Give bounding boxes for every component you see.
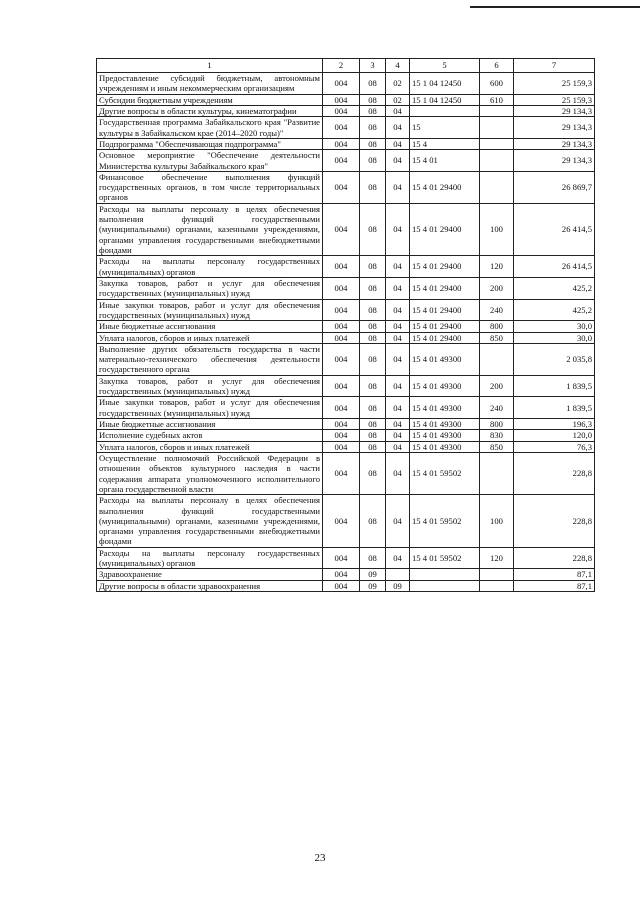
header-cell: 4 xyxy=(386,59,410,73)
header-cell: 2 xyxy=(323,59,360,73)
table-row xyxy=(97,332,595,343)
target-article-code: 15 4 01 49300 xyxy=(410,343,480,375)
subsection-code: 04 xyxy=(386,547,410,569)
subsection-code: 09 xyxy=(386,580,410,591)
target-article-code: 15 4 01 59502 xyxy=(410,452,480,494)
target-article-code: 15 4 01 29400 xyxy=(410,332,480,343)
section-code: 08 xyxy=(360,321,386,332)
grbs-code: 004 xyxy=(323,73,360,95)
expense-type-code: 610 xyxy=(480,94,514,105)
row-name: Другие вопросы в области культуры, кинематографии xyxy=(97,105,323,116)
row-name: Расходы на выплаты персоналу государственных (муниципальных) органов xyxy=(97,547,323,569)
expense-type-code xyxy=(480,105,514,116)
header-cell: 6 xyxy=(480,59,514,73)
expense-type-code: 200 xyxy=(480,277,514,299)
grbs-code: 004 xyxy=(323,441,360,452)
target-article-code: 15 4 01 29400 xyxy=(410,277,480,299)
header-cell: 7 xyxy=(514,59,595,73)
expense-type-code xyxy=(480,580,514,591)
expense-type-code xyxy=(480,343,514,375)
subsection-code: 04 xyxy=(386,430,410,441)
header-cell: 5 xyxy=(410,59,480,73)
target-article-code xyxy=(410,105,480,116)
section-code: 08 xyxy=(360,430,386,441)
grbs-code: 004 xyxy=(323,299,360,321)
amount: 425,2 xyxy=(514,299,595,321)
section-code: 08 xyxy=(360,171,386,203)
amount: 26 414,5 xyxy=(514,256,595,278)
table-row xyxy=(97,441,595,452)
expense-type-code: 120 xyxy=(480,256,514,278)
amount: 25 159,3 xyxy=(514,94,595,105)
table-row xyxy=(97,277,595,299)
row-name: Другие вопросы в области здравоохранения xyxy=(97,580,323,591)
grbs-code: 004 xyxy=(323,332,360,343)
section-code: 08 xyxy=(360,419,386,430)
header-row xyxy=(97,59,595,73)
target-article-code: 15 4 01 49300 xyxy=(410,441,480,452)
expense-type-code: 100 xyxy=(480,203,514,256)
amount: 26 414,5 xyxy=(514,203,595,256)
subsection-code: 04 xyxy=(386,375,410,397)
row-name: Расходы на выплаты персоналу государственных (муниципальных) органов xyxy=(97,256,323,278)
budget-table xyxy=(96,58,595,592)
row-name: Закупка товаров, работ и услуг для обеспечения государственных (муниципальных) нужд xyxy=(97,375,323,397)
amount: 29 134,3 xyxy=(514,105,595,116)
row-name: Осуществление полномочий Российской Федерации в отношении объектов культурного наследия в части содержания аппарата уполномоченного исполнительного органа государственной власти xyxy=(97,452,323,494)
grbs-code: 004 xyxy=(323,547,360,569)
amount: 29 134,3 xyxy=(514,138,595,149)
row-name: Расходы на выплаты персоналу в целях обеспечения выполнения функций государственными (муниципальными) органами, казенными учреждениями, органами управления государственными внебюджетными фондами xyxy=(97,203,323,256)
expense-type-code: 120 xyxy=(480,547,514,569)
subsection-code: 04 xyxy=(386,117,410,139)
grbs-code: 004 xyxy=(323,256,360,278)
section-code: 08 xyxy=(360,343,386,375)
table-row xyxy=(97,419,595,430)
section-code: 09 xyxy=(360,569,386,580)
table-row xyxy=(97,117,595,139)
table-row xyxy=(97,343,595,375)
subsection-code: 04 xyxy=(386,171,410,203)
table-row xyxy=(97,73,595,95)
expense-type-code: 800 xyxy=(480,419,514,430)
subsection-code: 04 xyxy=(386,441,410,452)
expense-type-code: 850 xyxy=(480,332,514,343)
section-code: 08 xyxy=(360,117,386,139)
expense-type-code xyxy=(480,569,514,580)
row-name: Субсидии бюджетным учреждениям xyxy=(97,94,323,105)
row-name: Иные закупки товаров, работ и услуг для обеспечения государственных (муниципальных) нужд xyxy=(97,299,323,321)
expense-type-code xyxy=(480,117,514,139)
target-article-code: 15 4 01 59502 xyxy=(410,495,480,548)
amount: 25 159,3 xyxy=(514,73,595,95)
top-rule xyxy=(470,6,640,8)
subsection-code: 02 xyxy=(386,73,410,95)
grbs-code: 004 xyxy=(323,321,360,332)
row-name: Основное мероприятие "Обеспечение деятельности Министерства культуры Забайкальского края" xyxy=(97,150,323,172)
subsection-code: 04 xyxy=(386,397,410,419)
target-article-code xyxy=(410,569,480,580)
amount: 2 035,8 xyxy=(514,343,595,375)
subsection-code: 04 xyxy=(386,138,410,149)
grbs-code: 004 xyxy=(323,343,360,375)
table-row xyxy=(97,569,595,580)
row-name: Иные бюджетные ассигнования xyxy=(97,419,323,430)
table-row xyxy=(97,171,595,203)
amount: 196,3 xyxy=(514,419,595,430)
row-name: Исполнение судебных актов xyxy=(97,430,323,441)
section-code: 08 xyxy=(360,441,386,452)
table-row xyxy=(97,138,595,149)
section-code: 08 xyxy=(360,138,386,149)
row-name: Предоставление субсидий бюджетным, автономным учреждениям и иным некоммерческим организациям xyxy=(97,73,323,95)
amount: 1 839,5 xyxy=(514,375,595,397)
section-code: 08 xyxy=(360,150,386,172)
target-article-code: 15 4 01 49300 xyxy=(410,430,480,441)
expense-type-code: 800 xyxy=(480,321,514,332)
target-article-code: 15 4 xyxy=(410,138,480,149)
amount: 29 134,3 xyxy=(514,117,595,139)
target-article-code: 15 4 01 49300 xyxy=(410,375,480,397)
header-cell: 1 xyxy=(97,59,323,73)
section-code: 08 xyxy=(360,94,386,105)
table-row xyxy=(97,94,595,105)
expense-type-code: 240 xyxy=(480,397,514,419)
table-row xyxy=(97,580,595,591)
target-article-code: 15 4 01 xyxy=(410,150,480,172)
grbs-code: 004 xyxy=(323,105,360,116)
amount: 1 839,5 xyxy=(514,397,595,419)
table-row xyxy=(97,256,595,278)
amount: 87,1 xyxy=(514,569,595,580)
target-article-code: 15 1 04 12450 xyxy=(410,73,480,95)
target-article-code: 15 4 01 49300 xyxy=(410,419,480,430)
section-code: 08 xyxy=(360,299,386,321)
row-name: Закупка товаров, работ и услуг для обеспечения государственных (муниципальных) нужд xyxy=(97,277,323,299)
grbs-code: 004 xyxy=(323,94,360,105)
subsection-code: 04 xyxy=(386,105,410,116)
row-name: Иные закупки товаров, работ и услуг для обеспечения государственных (муниципальных) нужд xyxy=(97,397,323,419)
amount: 76,3 xyxy=(514,441,595,452)
subsection-code: 04 xyxy=(386,343,410,375)
target-article-code: 15 4 01 29400 xyxy=(410,299,480,321)
target-article-code: 15 4 01 29400 xyxy=(410,321,480,332)
grbs-code: 004 xyxy=(323,495,360,548)
section-code: 08 xyxy=(360,277,386,299)
table-row xyxy=(97,321,595,332)
section-code: 08 xyxy=(360,332,386,343)
grbs-code: 004 xyxy=(323,171,360,203)
expense-type-code: 830 xyxy=(480,430,514,441)
expense-type-code: 240 xyxy=(480,299,514,321)
amount: 228,8 xyxy=(514,495,595,548)
page-number: 23 xyxy=(314,852,326,864)
amount: 425,2 xyxy=(514,277,595,299)
expense-type-code: 200 xyxy=(480,375,514,397)
table-row xyxy=(97,430,595,441)
table-row xyxy=(97,203,595,256)
subsection-code xyxy=(386,569,410,580)
subsection-code: 04 xyxy=(386,321,410,332)
row-name: Иные бюджетные ассигнования xyxy=(97,321,323,332)
section-code: 08 xyxy=(360,73,386,95)
target-article-code: 15 4 01 59502 xyxy=(410,547,480,569)
row-name: Выполнение других обязательств государства в части материально-технического обеспечения деятельности государственного органа xyxy=(97,343,323,375)
amount: 26 869,7 xyxy=(514,171,595,203)
section-code: 08 xyxy=(360,203,386,256)
expense-type-code xyxy=(480,171,514,203)
target-article-code: 15 1 04 12450 xyxy=(410,94,480,105)
table-row xyxy=(97,150,595,172)
row-name: Подпрограмма "Обеспечивающая подпрограмма" xyxy=(97,138,323,149)
target-article-code: 15 4 01 29400 xyxy=(410,203,480,256)
section-code: 08 xyxy=(360,105,386,116)
subsection-code: 04 xyxy=(386,203,410,256)
amount: 30,0 xyxy=(514,332,595,343)
row-name: Уплата налогов, сборов и иных платежей xyxy=(97,332,323,343)
grbs-code: 004 xyxy=(323,430,360,441)
target-article-code: 15 4 01 49300 xyxy=(410,397,480,419)
grbs-code: 004 xyxy=(323,397,360,419)
section-code: 08 xyxy=(360,256,386,278)
subsection-code: 04 xyxy=(386,452,410,494)
amount: 29 134,3 xyxy=(514,150,595,172)
table-row xyxy=(97,299,595,321)
expense-type-code xyxy=(480,150,514,172)
target-article-code: 15 4 01 29400 xyxy=(410,171,480,203)
expense-type-code: 850 xyxy=(480,441,514,452)
table-row xyxy=(97,397,595,419)
section-code: 09 xyxy=(360,580,386,591)
subsection-code: 04 xyxy=(386,150,410,172)
row-name: Государственная программа Забайкальского края "Развитие культуры в Забайкальском крае (2014–2020 годы)" xyxy=(97,117,323,139)
grbs-code: 004 xyxy=(323,452,360,494)
section-code: 08 xyxy=(360,495,386,548)
expense-type-code xyxy=(480,138,514,149)
subsection-code: 04 xyxy=(386,299,410,321)
table-body xyxy=(97,73,595,592)
row-name: Расходы на выплаты персоналу в целях обеспечения выполнения функций государственными (муниципальными) органами, казенными учреждениями, органами управления государственными внебюджетными фондами xyxy=(97,495,323,548)
grbs-code: 004 xyxy=(323,569,360,580)
grbs-code: 004 xyxy=(323,375,360,397)
table-row xyxy=(97,495,595,548)
target-article-code: 15 4 01 29400 xyxy=(410,256,480,278)
expense-type-code xyxy=(480,452,514,494)
target-article-code xyxy=(410,580,480,591)
subsection-code: 04 xyxy=(386,277,410,299)
amount: 120,0 xyxy=(514,430,595,441)
row-name: Здравоохранение xyxy=(97,569,323,580)
table-row xyxy=(97,105,595,116)
subsection-code: 04 xyxy=(386,332,410,343)
expense-type-code: 100 xyxy=(480,495,514,548)
header-cell: 3 xyxy=(360,59,386,73)
table-row xyxy=(97,375,595,397)
subsection-code: 04 xyxy=(386,495,410,548)
section-code: 08 xyxy=(360,375,386,397)
grbs-code: 004 xyxy=(323,117,360,139)
grbs-code: 004 xyxy=(323,580,360,591)
amount: 87,1 xyxy=(514,580,595,591)
section-code: 08 xyxy=(360,452,386,494)
target-article-code: 15 xyxy=(410,117,480,139)
section-code: 08 xyxy=(360,547,386,569)
row-name: Финансовое обеспечение выполнения функций государственных органов, в том числе территориальных органов xyxy=(97,171,323,203)
row-name: Уплата налогов, сборов и иных платежей xyxy=(97,441,323,452)
subsection-code: 02 xyxy=(386,94,410,105)
grbs-code: 004 xyxy=(323,277,360,299)
amount: 228,8 xyxy=(514,547,595,569)
grbs-code: 004 xyxy=(323,419,360,430)
section-code: 08 xyxy=(360,397,386,419)
subsection-code: 04 xyxy=(386,419,410,430)
table-row xyxy=(97,452,595,494)
expense-type-code: 600 xyxy=(480,73,514,95)
grbs-code: 004 xyxy=(323,138,360,149)
amount: 228,8 xyxy=(514,452,595,494)
grbs-code: 004 xyxy=(323,203,360,256)
amount: 30,0 xyxy=(514,321,595,332)
table-row xyxy=(97,547,595,569)
grbs-code: 004 xyxy=(323,150,360,172)
subsection-code: 04 xyxy=(386,256,410,278)
